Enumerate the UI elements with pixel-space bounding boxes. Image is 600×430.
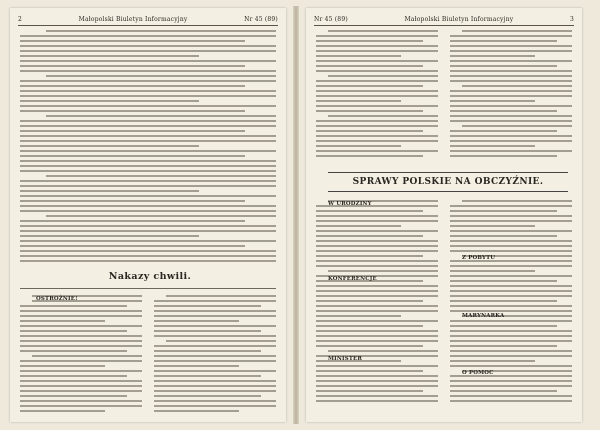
text-line [462,200,572,202]
text-line [450,230,572,232]
text-line [316,80,438,82]
text-line [450,120,572,122]
text-line [450,350,572,352]
text-line [154,350,261,352]
text-line [20,40,245,42]
text-line [154,360,276,362]
text-line [154,375,261,377]
text-line [450,345,557,347]
right-page [306,8,582,422]
right-subhead-3: MINISTER [328,356,363,362]
text-line [154,310,276,312]
text-line [462,125,572,127]
text-line [20,45,276,47]
text-line [20,370,142,372]
text-line [450,205,572,207]
text-line [316,390,423,392]
text-line [20,220,245,222]
text-line [450,45,572,47]
text-line [20,350,127,352]
text-line [450,145,535,147]
text-line [20,60,276,62]
text-line [450,335,572,337]
text-line [20,165,276,167]
text-line [450,340,572,342]
text-line [450,245,572,247]
text-line [316,340,438,342]
text-line [316,70,438,72]
text-line [154,395,261,397]
text-line [450,75,572,77]
text-line [316,85,423,87]
text-line [450,140,572,142]
text-line [154,335,276,337]
text-line [20,335,142,337]
text-line [46,175,276,177]
text-line [450,275,572,277]
text-line [316,65,423,67]
right-subhead-5: MARYNARKA [462,313,505,319]
text-line [450,80,572,82]
text-line [316,315,401,317]
text-line [20,250,276,252]
left-body-text [20,30,276,265]
text-line [450,130,557,132]
left-page-issue: Nr 45 (89) [244,16,278,23]
right-subhead-6: O POMOC [462,370,494,376]
text-line [316,260,438,262]
text-line [154,305,261,307]
text-line [316,285,438,287]
text-line [20,345,142,347]
text-line [316,140,438,142]
right-page-issue: Nr 45 (89) [314,16,348,23]
text-line [316,125,438,127]
text-line [450,280,557,282]
right-column-1 [316,200,438,405]
text-line [316,105,438,107]
text-line [316,100,401,102]
text-line [450,355,572,357]
text-line [450,135,572,137]
right-top-column-1 [316,30,438,160]
text-line [450,150,572,152]
text-line [154,380,276,382]
text-line [20,65,245,67]
text-line [316,335,438,337]
text-line [316,120,438,122]
text-line [450,215,572,217]
text-line [316,40,423,42]
text-line [450,365,572,367]
text-line [20,255,276,257]
text-line [450,235,557,237]
text-line [316,110,423,112]
text-line [316,210,423,212]
text-line [20,90,276,92]
text-line [450,65,557,67]
text-line [316,245,438,247]
text-line [20,70,276,72]
text-line [20,85,245,87]
left-page [10,8,286,422]
text-line [20,155,245,157]
text-line [316,95,438,97]
text-line [20,135,276,137]
right-headline: SPRAWY POLSKIE NA OBCZYŹNIE. [328,172,568,192]
text-line [20,145,199,147]
text-line [328,350,438,352]
text-line [20,150,276,152]
right-page-title: Małopolski Biuletyn Informacyjny [404,16,514,23]
text-line [450,155,557,157]
text-line [450,220,572,222]
text-line [450,285,572,287]
text-line [20,55,199,57]
text-line [20,380,142,382]
text-line [20,240,276,242]
text-line [20,210,276,212]
text-line [316,225,401,227]
text-line [20,320,105,322]
text-line [20,400,142,402]
text-line [154,390,276,392]
text-line [20,365,105,367]
text-line [20,330,127,332]
text-line [316,300,423,302]
text-line [462,30,572,32]
text-line [20,180,276,182]
text-line [46,30,276,32]
right-subhead-2: KONFERENCJE [328,276,377,282]
text-line [450,325,557,327]
text-line [154,330,261,332]
text-line [316,60,438,62]
text-line [20,395,127,397]
text-line [20,105,276,107]
text-line [450,95,572,97]
text-line [154,355,276,357]
text-line [450,400,572,402]
text-line [316,295,438,297]
text-line [328,30,438,32]
text-line [154,300,276,302]
left-divider [20,288,276,289]
left-headline: Nakazy chwili. [108,271,192,282]
text-line [20,315,142,317]
text-line [316,150,438,152]
text-line [20,160,276,162]
text-line [450,305,572,307]
right-page-header [314,14,574,26]
text-line [450,35,572,37]
text-line [46,115,276,117]
text-line [316,345,423,347]
text-line [20,130,245,132]
binding-gutter [293,6,299,424]
text-line [316,50,438,52]
text-line [316,240,438,242]
text-line [154,410,239,412]
text-line [450,110,557,112]
text-line [450,390,557,392]
left-page-number: 2 [18,16,23,23]
text-line [450,385,572,387]
text-line [20,375,127,377]
text-line [154,385,276,387]
text-line [450,360,535,362]
text-line [20,410,105,412]
text-line [154,325,276,327]
right-subhead-1: W URODZINY [328,201,372,207]
text-line [316,370,423,372]
text-line [450,210,557,212]
text-line [20,125,276,127]
text-line [328,270,438,272]
text-line [20,385,142,387]
text-line [316,90,438,92]
text-line [316,320,438,322]
text-line [450,250,572,252]
text-line [20,360,142,362]
text-line [316,310,438,312]
text-line [450,100,535,102]
text-line [20,50,276,52]
left-page-title: Małopolski Biuletyn Informacyjny [78,16,188,23]
text-line [450,395,572,397]
text-line [154,365,239,367]
text-line [450,240,572,242]
text-line [20,310,142,312]
text-line [20,185,276,187]
text-line [316,215,438,217]
text-line [450,55,535,57]
text-line [20,260,276,262]
text-line [20,245,245,247]
text-line [328,75,438,77]
text-line [450,265,572,267]
text-line [450,60,572,62]
text-line [316,235,423,237]
text-line [316,400,438,402]
right-page-number: 3 [569,16,574,23]
text-line [154,345,276,347]
text-line [316,250,438,252]
text-line [20,390,142,392]
text-line [20,80,276,82]
text-line [316,35,438,37]
text-line [316,325,423,327]
text-line [450,320,572,322]
text-line [450,295,572,297]
text-line [450,50,572,52]
text-line [316,255,423,257]
text-line [316,45,438,47]
text-line [20,110,245,112]
text-line [316,135,438,137]
left-column-2 [154,295,276,415]
text-line [316,155,423,157]
left-column-1 [20,295,142,415]
text-line [316,220,438,222]
text-line [20,225,276,227]
text-line [154,320,239,322]
text-line [20,325,142,327]
text-line [316,375,438,377]
text-line [20,120,276,122]
text-line [154,400,276,402]
text-line [20,235,199,237]
text-line [462,85,572,87]
text-line [450,90,572,92]
text-line [450,70,572,72]
text-line [316,290,438,292]
text-line [316,365,438,367]
text-line [316,55,401,57]
text-line [328,115,438,117]
text-line [20,170,276,172]
text-line [316,305,438,307]
text-line [450,380,572,382]
text-line [450,105,572,107]
text-line [154,370,276,372]
text-line [154,315,276,317]
text-line [450,115,572,117]
right-top-column-2 [450,30,572,160]
text-line [20,95,276,97]
text-line [20,230,276,232]
text-line [20,140,276,142]
text-line [316,145,401,147]
text-line [450,300,557,302]
text-line [316,380,438,382]
text-line [450,40,557,42]
text-line [32,355,142,357]
text-line [450,290,572,292]
left-subhead: OSTROŻNIE! [36,296,78,302]
text-line [316,130,423,132]
text-line [450,225,535,227]
text-line [20,205,276,207]
right-subhead-4: Z POBYTU [462,255,496,261]
text-line [20,35,276,37]
text-line [316,385,438,387]
text-line [166,340,276,342]
text-line [20,340,142,342]
text-line [20,195,276,197]
text-line [20,200,245,202]
text-line [316,330,438,332]
left-page-header [18,14,278,26]
text-line [316,395,438,397]
text-line [20,100,199,102]
text-line [450,270,535,272]
text-line [20,190,199,192]
text-line [20,305,127,307]
text-line [166,295,276,297]
text-line [450,330,572,332]
text-line [316,265,438,267]
text-line [20,405,142,407]
text-line [154,405,276,407]
text-line [450,310,572,312]
text-line [316,230,438,232]
text-line [46,215,276,217]
text-line [46,75,276,77]
